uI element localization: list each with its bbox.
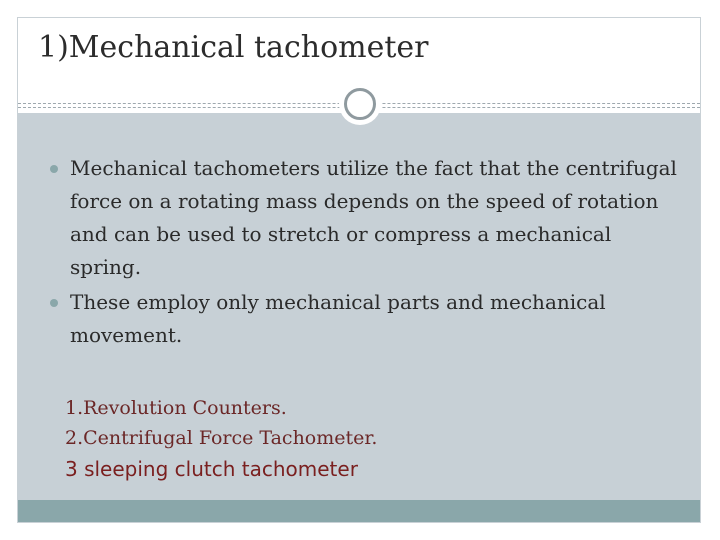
numbered-item: 3 sleeping clutch tachometer	[65, 457, 358, 481]
bullet-text: These employ only mechanical parts and mechanical movement.	[70, 290, 606, 347]
bullet-list	[48, 152, 678, 354]
numbered-item: 1.Revolution Counters.	[65, 397, 287, 419]
numbered-list	[65, 393, 377, 485]
numbered-item: 2.Centrifugal Force Tachometer.	[65, 427, 378, 449]
bullet-dot-icon	[50, 299, 58, 307]
bullet-text: Mechanical tachometers utilize the fact that the centrifugal force on a rotating mass depends on the speed of rotation and can be used to stretch or compress a mechanical spring.	[70, 156, 677, 279]
bullet-item	[48, 152, 678, 284]
divider-circle-icon	[344, 88, 376, 120]
bullet-dot-icon	[50, 165, 58, 173]
slide-title: 1)Mechanical tachometer	[38, 30, 429, 65]
footer-bar	[18, 500, 700, 522]
bullet-item	[48, 286, 678, 352]
